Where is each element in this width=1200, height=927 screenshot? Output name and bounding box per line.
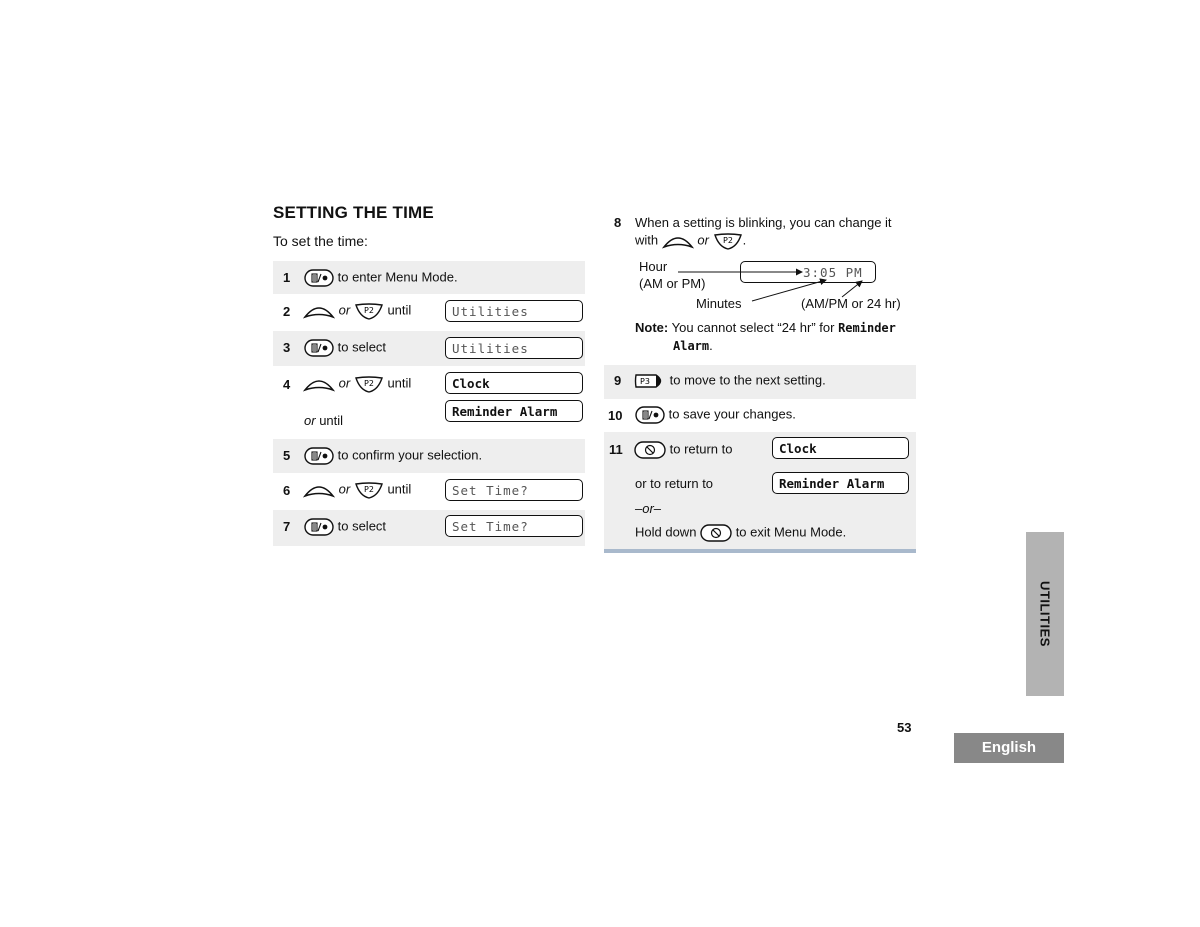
section-title: SETTING THE TIME	[273, 203, 434, 222]
diagram-time-display: 3:05 PM	[740, 261, 876, 283]
p2-button-icon	[713, 232, 743, 250]
menu-select-button-icon	[304, 447, 334, 465]
step-number: 11	[609, 442, 623, 457]
p2-button-icon	[354, 481, 384, 499]
lcd-display: Set Time?	[445, 515, 583, 537]
step-number: 3	[283, 340, 291, 355]
up-arrow-button-icon	[303, 302, 335, 320]
p3-button-icon	[634, 372, 666, 390]
or-text: or	[338, 302, 351, 318]
up-arrow-button-icon	[662, 232, 694, 250]
svg-text:P3: P3	[640, 377, 650, 386]
step-1-label: to enter Menu Mode.	[337, 269, 458, 285]
note-mono-2: Alarm	[673, 339, 710, 353]
lcd-display: Reminder Alarm	[445, 400, 583, 422]
exit-button-icon	[700, 524, 732, 542]
step-3-text	[304, 339, 386, 357]
section-divider	[604, 549, 916, 553]
step-11-text-a	[634, 441, 733, 459]
step-number: 6	[283, 483, 291, 498]
step-9-label: to move to the next setting.	[669, 372, 826, 388]
svg-text:P2: P2	[363, 485, 374, 494]
step-8-line1: When a setting is blinking, you can change it	[635, 215, 892, 230]
lcd-display: Clock	[772, 437, 909, 459]
menu-select-button-icon	[304, 518, 334, 536]
side-tab-label: UTILITIES	[1037, 581, 1053, 647]
step-number: 2	[283, 304, 291, 319]
lcd-display: Reminder Alarm	[772, 472, 909, 494]
diagram-hour-label: Hour	[639, 259, 668, 274]
side-tab-utilities	[1026, 532, 1064, 696]
note-text-line2	[673, 338, 713, 353]
up-arrow-button-icon	[303, 375, 335, 393]
step-7-text	[304, 518, 386, 536]
lcd-display: Utilities	[445, 337, 583, 359]
note-period: .	[709, 338, 713, 353]
menu-select-button-icon	[304, 269, 334, 287]
step-5-text	[304, 447, 482, 465]
step-number: 8	[614, 215, 622, 230]
step-number: 9	[614, 373, 622, 388]
step-11-hold-text	[635, 524, 846, 542]
or-text: or	[697, 232, 709, 248]
with-text: with	[635, 232, 659, 248]
p2-button-icon	[354, 302, 384, 320]
or-separator: –or–	[635, 501, 662, 516]
or-until-text	[304, 413, 343, 428]
until-text: until	[387, 481, 412, 497]
or-text: or	[338, 375, 351, 391]
step-number: 5	[283, 448, 291, 463]
step-6-text	[303, 481, 411, 499]
intro-text: To set the time:	[273, 233, 368, 249]
step-5-label: to confirm your selection.	[337, 447, 483, 463]
note-body: You cannot select “24 hr” for	[671, 320, 835, 335]
hold-end-label: to exit Menu Mode.	[735, 524, 847, 540]
step-2-text	[303, 302, 411, 320]
svg-text:P2: P2	[722, 236, 733, 245]
step-number: 10	[608, 408, 623, 423]
step-number: 4	[283, 377, 291, 392]
svg-text:P2: P2	[363, 379, 374, 388]
until-text: until	[387, 375, 412, 391]
step-7-label: to select	[337, 518, 387, 534]
language-tab: English	[954, 733, 1064, 763]
svg-text:P2: P2	[363, 306, 374, 315]
menu-select-button-icon	[635, 406, 665, 424]
note-label: Note:	[635, 320, 669, 335]
step-3-label: to select	[337, 339, 387, 355]
note-text	[635, 320, 896, 335]
step-8-line2: with or P2 .	[635, 232, 746, 250]
diagram-ampm-label: (AM or PM)	[639, 276, 706, 291]
step-10-text	[635, 406, 796, 424]
or-text: or	[338, 481, 351, 497]
hold-label: Hold down	[635, 524, 697, 540]
page-number: 53	[897, 720, 912, 735]
step-9-text	[634, 372, 826, 390]
menu-select-button-icon	[304, 339, 334, 357]
until-text: until	[319, 413, 344, 428]
up-arrow-button-icon	[303, 481, 335, 499]
exit-button-icon	[634, 441, 666, 459]
step-11-label-b: or to return to	[635, 476, 714, 491]
diagram-minutes-label: Minutes	[696, 296, 742, 311]
step-11-label-a: to return to	[669, 441, 733, 457]
lcd-display: Clock	[445, 372, 583, 394]
or-text: or	[304, 413, 316, 428]
step-1-text	[304, 269, 458, 287]
step-number: 7	[283, 519, 291, 534]
step-10-label: to save your changes.	[668, 406, 796, 422]
diagram-ampm24-label: (AM/PM or 24 hr)	[801, 296, 901, 311]
step-4-text	[303, 375, 411, 393]
lcd-display: Set Time?	[445, 479, 583, 501]
p2-button-icon	[354, 375, 384, 393]
note-mono-1: Reminder	[838, 321, 896, 335]
lcd-display: Utilities	[445, 300, 583, 322]
step-number: 1	[283, 270, 291, 285]
until-text: until	[387, 302, 412, 318]
